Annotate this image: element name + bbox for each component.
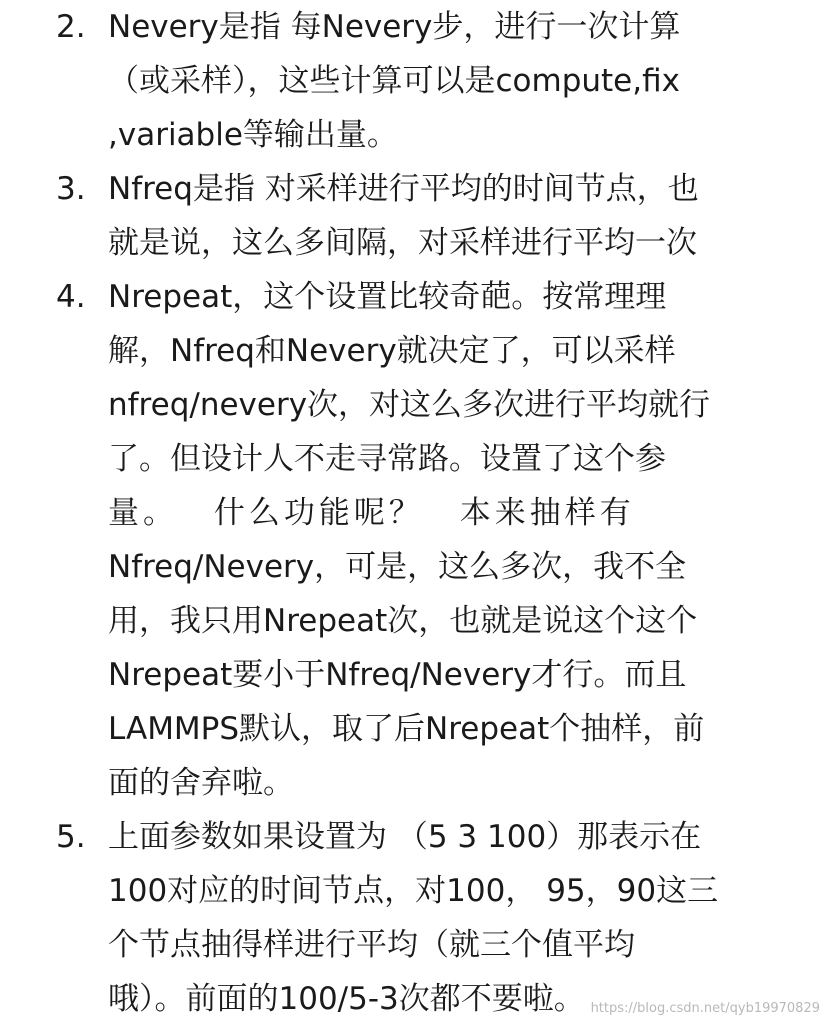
list-item-text-line: Nfreq/Nevery，可是，这么多次，我不全: [108, 549, 687, 585]
watermark-url: https://blog.csdn.net/qyb19970829: [590, 1001, 820, 1016]
list-item-text-line: 哦）。前面的100/5-3次都不要啦。: [108, 981, 585, 1017]
list-item-text-line: 量。 什么功能呢？ 本来抽样有: [108, 495, 635, 531]
list-item-text-line: LAMMPS默认，取了后Nrepeat个抽样，前: [108, 711, 705, 747]
list-item-text-line: Nevery是指 每Nevery步，进行一次计算: [108, 9, 681, 45]
list-item-number: 3.: [56, 171, 86, 207]
list-item-text-line: Nrepeat，这个设置比较奇葩。按常理理: [108, 279, 667, 315]
list-item-text-line: （或采样），这些计算可以是compute,fix: [108, 63, 680, 99]
list-item-text-line: 面的舍弃啦。: [108, 765, 294, 801]
list-item-text-line: 个节点抽得样进行平均（就三个值平均: [108, 927, 635, 963]
list-item-text-line: 上面参数如果设置为 （5 3 100）那表示在: [108, 819, 702, 855]
list-item-number: 2.: [56, 9, 86, 45]
list-item-text-line: 用，我只用Nrepeat次，也就是说这个这个: [108, 603, 698, 639]
list-item-text-line: 解，Nfreq和Nevery就决定了，可以采样: [108, 333, 676, 369]
list-item-text-line: nfreq/nevery次，对这么多次进行平均就行: [108, 387, 711, 423]
list-item-number: 4.: [56, 279, 86, 315]
list-item-number: 5.: [56, 819, 86, 855]
list-item-text-line: 就是说，这么多间隔，对采样进行平均一次: [108, 225, 697, 261]
list-item-text-line: Nfreq是指 对采样进行平均的时间节点，也: [108, 171, 699, 207]
list-item-text-line: Nrepeat要小于Nfreq/Nevery才行。而且: [108, 657, 687, 693]
list-item-text-line: 了。但设计人不走寻常路。设置了这个参: [108, 441, 666, 477]
list-item-text-line: ,variable等输出量。: [108, 117, 398, 153]
list-item-text-line: 100对应的时间节点，对100， 95，90这三: [108, 873, 719, 909]
